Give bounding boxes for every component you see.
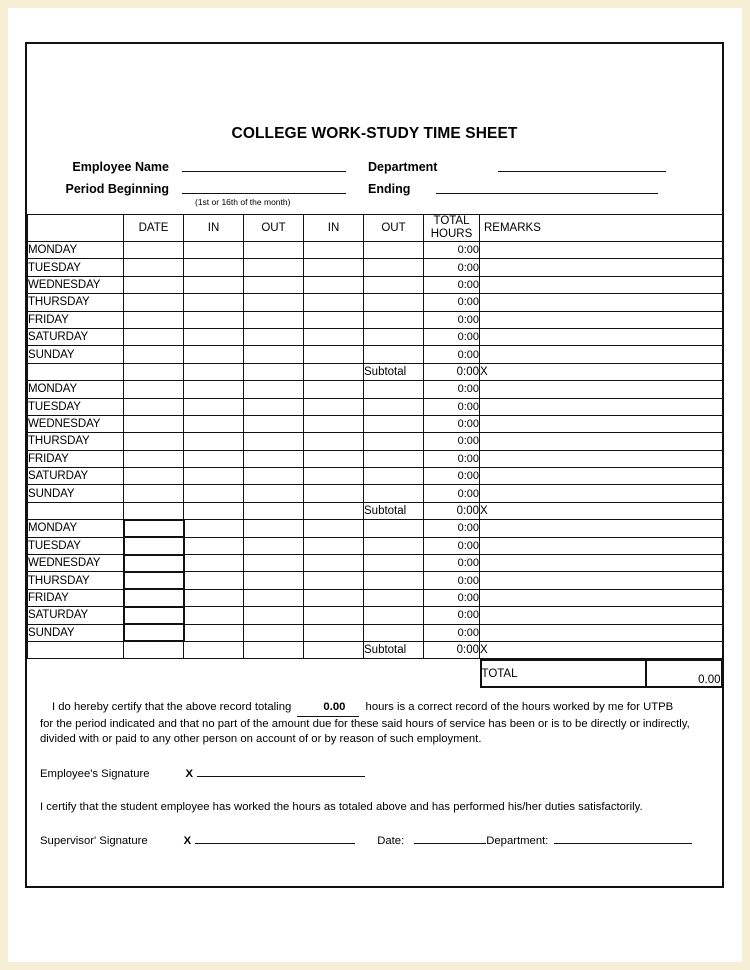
supervisor-department-label: Department: (486, 835, 549, 848)
time-in-1-cell[interactable] (184, 450, 244, 467)
total-hours-cell: 0:00 (424, 450, 480, 467)
department-input[interactable] (498, 171, 666, 172)
table-row (28, 433, 723, 450)
time-in-2-cell[interactable] (304, 259, 364, 276)
remarks-cell[interactable] (480, 415, 723, 432)
certification-line-2: for the period indicated and that no part of the amount due for these said hours of service has been or is to be directly or indirectly, (40, 717, 690, 730)
time-in-1-cell[interactable] (184, 311, 244, 328)
day-label-cell: THURSDAY (28, 572, 124, 589)
time-out-2-cell[interactable] (364, 520, 424, 537)
time-out-1-cell[interactable] (244, 572, 304, 589)
time-in-1-cell[interactable] (184, 276, 244, 293)
date-cell[interactable] (124, 589, 184, 606)
time-in-2-cell[interactable] (304, 572, 364, 589)
time-in-2-cell[interactable] (304, 381, 364, 398)
col-header-in-2: IN (304, 215, 364, 242)
form-frame (25, 42, 724, 888)
total-hours-cell: 0:00 (424, 311, 480, 328)
time-in-2-cell[interactable] (304, 398, 364, 415)
table-row (28, 259, 723, 276)
time-in-2-cell[interactable] (304, 294, 364, 311)
date-cell[interactable] (124, 242, 184, 259)
total-hours-line-1: TOTAL (433, 215, 470, 227)
time-out-2-cell[interactable] (364, 311, 424, 328)
table-row (28, 468, 723, 485)
time-out-2-cell[interactable] (364, 624, 424, 641)
time-out-2-cell[interactable] (364, 468, 424, 485)
date-cell[interactable] (124, 433, 184, 450)
time-out-1-cell[interactable] (244, 294, 304, 311)
time-in-2-cell[interactable] (304, 589, 364, 606)
date-cell[interactable] (124, 311, 184, 328)
subtotal-spacer (28, 502, 124, 519)
time-in-2-cell[interactable] (304, 346, 364, 363)
remarks-cell[interactable] (480, 624, 723, 641)
remarks-cell[interactable] (480, 259, 723, 276)
day-label-cell: TUESDAY (28, 537, 124, 554)
period-beginning-input[interactable] (182, 193, 346, 194)
total-hours-cell: 0:00 (424, 607, 480, 624)
time-in-2-cell[interactable] (304, 555, 364, 572)
table-row (28, 624, 723, 641)
employee-signature-input[interactable] (197, 776, 365, 777)
total-hours-cell: 0:00 (424, 555, 480, 572)
week-block-3 (28, 520, 723, 689)
supervisor-date-input[interactable] (414, 843, 486, 844)
time-out-2-cell[interactable] (364, 450, 424, 467)
total-hours-cell: 0:00 (424, 328, 480, 345)
subtotal-spacer (304, 641, 364, 658)
date-cell[interactable] (124, 485, 184, 502)
supervisor-signature-row (27, 835, 722, 847)
total-hours-cell: 0:00 (424, 242, 480, 259)
date-cell[interactable] (124, 555, 184, 572)
time-out-1-cell[interactable] (244, 276, 304, 293)
certification-text-part-1: I do hereby certify that the above record totaling (52, 701, 292, 714)
time-out-2-cell[interactable] (364, 433, 424, 450)
employee-name-label: Employee Name (72, 160, 169, 174)
total-hours-cell: 0:00 (424, 433, 480, 450)
employee-signature-x-mark: X (185, 767, 194, 780)
table-row (28, 450, 723, 467)
time-out-2-cell[interactable] (364, 242, 424, 259)
col-header-out-1: OUT (244, 215, 304, 242)
time-out-2-cell[interactable] (364, 294, 424, 311)
subtotal-spacer (184, 502, 244, 519)
date-cell[interactable] (124, 450, 184, 467)
time-out-1-cell[interactable] (244, 328, 304, 345)
col-header-day (28, 215, 124, 242)
day-label-cell: MONDAY (28, 242, 124, 259)
supervisor-signature-label: Supervisor' Signature (40, 835, 148, 848)
time-out-1-cell[interactable] (244, 346, 304, 363)
time-out-1-cell[interactable] (244, 589, 304, 606)
subtotal-remark-x: X (480, 363, 723, 380)
certification-line-1 (40, 700, 711, 717)
time-out-1-cell[interactable] (244, 520, 304, 537)
table-row (28, 328, 723, 345)
subtotal-spacer (124, 641, 184, 658)
time-in-1-cell[interactable] (184, 589, 244, 606)
time-out-2-cell[interactable] (364, 555, 424, 572)
grand-total-value: 0.00 (646, 660, 722, 687)
time-out-1-cell[interactable] (244, 607, 304, 624)
remarks-cell[interactable] (480, 572, 723, 589)
remarks-cell[interactable] (480, 433, 723, 450)
time-out-1-cell[interactable] (244, 555, 304, 572)
day-label-cell: THURSDAY (28, 433, 124, 450)
certification-line-3: divided with or paid to any other person on account of or by reason of such employment. (40, 733, 482, 746)
time-out-2-cell[interactable] (364, 398, 424, 415)
employee-name-input[interactable] (182, 171, 346, 172)
time-in-2-cell[interactable] (304, 537, 364, 554)
time-out-2-cell[interactable] (364, 537, 424, 554)
time-in-2-cell[interactable] (304, 242, 364, 259)
total-hours-cell: 0:00 (424, 589, 480, 606)
remarks-cell[interactable] (480, 242, 723, 259)
time-in-1-cell[interactable] (184, 294, 244, 311)
time-out-1-cell[interactable] (244, 381, 304, 398)
subtotal-spacer (304, 502, 364, 519)
total-hours-cell: 0:00 (424, 346, 480, 363)
col-header-remarks: REMARKS (480, 215, 723, 242)
subtotal-label: Subtotal (364, 502, 424, 519)
total-hours-cell: 0:00 (424, 294, 480, 311)
date-cell[interactable] (124, 276, 184, 293)
remarks-cell[interactable] (480, 555, 723, 572)
day-label-cell: WEDNESDAY (28, 555, 124, 572)
time-out-1-cell[interactable] (244, 311, 304, 328)
supervisor-signature-input[interactable] (195, 843, 355, 844)
time-in-2-cell[interactable] (304, 624, 364, 641)
period-note: (1st or 16th of the month) (195, 197, 291, 207)
time-out-1-cell[interactable] (244, 433, 304, 450)
day-label-cell: MONDAY (28, 520, 124, 537)
subtotal-spacer (244, 363, 304, 380)
date-cell[interactable] (124, 398, 184, 415)
day-label-cell: FRIDAY (28, 311, 124, 328)
grand-total-cell-wrap (480, 659, 723, 689)
certification-hours-value[interactable]: 0.00 (297, 700, 359, 717)
time-in-2-cell[interactable] (304, 328, 364, 345)
table-row (28, 346, 723, 363)
time-out-2-cell[interactable] (364, 328, 424, 345)
time-in-1-cell[interactable] (184, 537, 244, 554)
time-in-1-cell[interactable] (184, 555, 244, 572)
time-out-2-cell[interactable] (364, 589, 424, 606)
date-cell[interactable] (124, 520, 184, 537)
remarks-cell[interactable] (480, 450, 723, 467)
remarks-cell[interactable] (480, 589, 723, 606)
time-in-1-cell[interactable] (184, 259, 244, 276)
subtotal-spacer (184, 363, 244, 380)
total-hours-cell: 0:00 (424, 398, 480, 415)
grand-total-row (28, 659, 723, 689)
table-row (28, 415, 723, 432)
time-in-1-cell[interactable] (184, 381, 244, 398)
day-label-cell: THURSDAY (28, 294, 124, 311)
table-row (28, 398, 723, 415)
subtotal-value: 0:00 (424, 641, 480, 658)
day-label-cell: TUESDAY (28, 398, 124, 415)
subtotal-label: Subtotal (364, 363, 424, 380)
time-in-1-cell[interactable] (184, 485, 244, 502)
certification-paragraph (27, 700, 722, 748)
subtotal-value: 0:00 (424, 363, 480, 380)
time-in-1-cell[interactable] (184, 572, 244, 589)
department-label: Department (368, 160, 438, 174)
employee-name-row (27, 152, 722, 174)
time-in-2-cell[interactable] (304, 485, 364, 502)
table-row (28, 555, 723, 572)
time-out-2-cell[interactable] (364, 346, 424, 363)
table-row (28, 520, 723, 537)
subtotal-value: 0:00 (424, 502, 480, 519)
table-row (28, 276, 723, 293)
time-out-2-cell[interactable] (364, 381, 424, 398)
subtotal-spacer (304, 363, 364, 380)
col-header-date: DATE (124, 215, 184, 242)
time-in-1-cell[interactable] (184, 346, 244, 363)
supervisor-date-label: Date: (377, 835, 405, 848)
time-in-1-cell[interactable] (184, 468, 244, 485)
day-label-cell: SUNDAY (28, 624, 124, 641)
page-title: COLLEGE WORK-STUDY TIME SHEET (231, 125, 518, 142)
time-out-1-cell[interactable] (244, 415, 304, 432)
certification-text-part-2: hours is a correct record of the hours worked by me for UTPB (365, 701, 674, 714)
time-out-1-cell[interactable] (244, 242, 304, 259)
time-in-1-cell[interactable] (184, 242, 244, 259)
remarks-cell[interactable] (480, 607, 723, 624)
subtotal-row (28, 641, 723, 658)
date-cell[interactable] (124, 346, 184, 363)
employee-signature-row (27, 768, 722, 780)
time-in-1-cell[interactable] (184, 624, 244, 641)
col-header-out-2: OUT (364, 215, 424, 242)
total-hours-cell: 0:00 (424, 415, 480, 432)
table-header-row (28, 215, 723, 242)
total-hours-cell: 0:00 (424, 572, 480, 589)
time-out-2-cell[interactable] (364, 415, 424, 432)
subtotal-spacer (244, 502, 304, 519)
time-out-2-cell[interactable] (364, 276, 424, 293)
remarks-cell[interactable] (480, 311, 723, 328)
day-label-cell: WEDNESDAY (28, 415, 124, 432)
time-in-2-cell[interactable] (304, 607, 364, 624)
total-hours-cell: 0:00 (424, 624, 480, 641)
ending-label: Ending (368, 182, 411, 196)
remarks-cell[interactable] (480, 520, 723, 537)
time-in-1-cell[interactable] (184, 607, 244, 624)
timesheet-table (27, 214, 723, 688)
time-out-1-cell[interactable] (244, 450, 304, 467)
day-label-cell: FRIDAY (28, 450, 124, 467)
total-hours-cell: 0:00 (424, 259, 480, 276)
table-row (28, 381, 723, 398)
date-cell[interactable] (124, 294, 184, 311)
time-out-1-cell[interactable] (244, 398, 304, 415)
time-in-1-cell[interactable] (184, 415, 244, 432)
subtotal-spacer (124, 502, 184, 519)
ending-input[interactable] (436, 193, 658, 194)
date-cell[interactable] (124, 259, 184, 276)
time-out-1-cell[interactable] (244, 485, 304, 502)
day-label-cell: MONDAY (28, 381, 124, 398)
day-label-cell: WEDNESDAY (28, 276, 124, 293)
table-row (28, 311, 723, 328)
supervisor-signature-x-mark: X (183, 835, 192, 848)
remarks-cell[interactable] (480, 381, 723, 398)
supervisor-department-input[interactable] (554, 843, 692, 844)
time-in-2-cell[interactable] (304, 433, 364, 450)
table-row (28, 537, 723, 554)
time-out-1-cell[interactable] (244, 259, 304, 276)
day-label-cell: TUESDAY (28, 259, 124, 276)
table-row (28, 485, 723, 502)
table-row (28, 607, 723, 624)
total-hours-cell: 0:00 (424, 468, 480, 485)
header-fields (27, 152, 722, 207)
col-header-total-hours (424, 215, 480, 242)
time-in-2-cell[interactable] (304, 450, 364, 467)
time-out-2-cell[interactable] (364, 607, 424, 624)
table-header (28, 215, 723, 242)
time-in-2-cell[interactable] (304, 311, 364, 328)
week-block-1 (28, 242, 723, 381)
total-hours-cell: 0:00 (424, 520, 480, 537)
subtotal-remark-x: X (480, 641, 723, 658)
remarks-cell[interactable] (480, 468, 723, 485)
time-out-1-cell[interactable] (244, 468, 304, 485)
subtotal-row (28, 502, 723, 519)
day-label-cell: SUNDAY (28, 485, 124, 502)
remarks-cell[interactable] (480, 485, 723, 502)
subtotal-spacer (28, 363, 124, 380)
subtotal-remark-x: X (480, 502, 723, 519)
remarks-cell[interactable] (480, 294, 723, 311)
time-in-1-cell[interactable] (184, 433, 244, 450)
day-label-cell: SUNDAY (28, 346, 124, 363)
time-in-2-cell[interactable] (304, 468, 364, 485)
day-label-cell: FRIDAY (28, 589, 124, 606)
remarks-cell[interactable] (480, 328, 723, 345)
period-beginning-label: Period Beginning (65, 182, 169, 196)
total-hours-cell: 0:00 (424, 485, 480, 502)
subtotal-spacer (28, 641, 124, 658)
table-row (28, 242, 723, 259)
table-row (28, 589, 723, 606)
remarks-cell[interactable] (480, 537, 723, 554)
supervisor-statement-text: I certify that the student employee has worked the hours as totaled above and has performed his/her duties satisfactorily. (40, 800, 643, 813)
remarks-cell[interactable] (480, 398, 723, 415)
date-cell[interactable] (124, 381, 184, 398)
supervisor-statement (27, 800, 722, 816)
remarks-cell[interactable] (480, 346, 723, 363)
total-hours-cell: 0:00 (424, 537, 480, 554)
employee-signature-label: Employee's Signature (40, 767, 150, 780)
time-in-2-cell[interactable] (304, 276, 364, 293)
col-header-in-1: IN (184, 215, 244, 242)
day-label-cell: SATURDAY (28, 328, 124, 345)
time-out-2-cell[interactable] (364, 572, 424, 589)
grand-total-label: TOTAL (481, 660, 646, 687)
date-cell[interactable] (124, 624, 184, 641)
remarks-cell[interactable] (480, 276, 723, 293)
grand-total-spacer (28, 659, 480, 689)
subtotal-row (28, 363, 723, 380)
period-beginning-row (27, 174, 722, 196)
subtotal-spacer (244, 641, 304, 658)
date-cell[interactable] (124, 328, 184, 345)
total-hours-line-2: HOURS (430, 228, 473, 240)
date-cell[interactable] (124, 537, 184, 554)
subtotal-spacer (124, 363, 184, 380)
time-out-1-cell[interactable] (244, 537, 304, 554)
time-in-1-cell[interactable] (184, 398, 244, 415)
time-out-1-cell[interactable] (244, 624, 304, 641)
time-out-2-cell[interactable] (364, 259, 424, 276)
subtotal-label: Subtotal (364, 641, 424, 658)
time-in-1-cell[interactable] (184, 520, 244, 537)
date-cell[interactable] (124, 607, 184, 624)
date-cell[interactable] (124, 468, 184, 485)
time-in-2-cell[interactable] (304, 415, 364, 432)
table-row (28, 572, 723, 589)
total-hours-cell: 0:00 (424, 381, 480, 398)
day-label-cell: SATURDAY (28, 468, 124, 485)
total-hours-cell: 0:00 (424, 276, 480, 293)
date-cell[interactable] (124, 572, 184, 589)
week-block-2 (28, 381, 723, 520)
subtotal-spacer (184, 641, 244, 658)
table-row (28, 294, 723, 311)
date-cell[interactable] (124, 415, 184, 432)
day-label-cell: SATURDAY (28, 607, 124, 624)
document-page (8, 8, 742, 962)
time-in-1-cell[interactable] (184, 328, 244, 345)
time-out-2-cell[interactable] (364, 485, 424, 502)
time-in-2-cell[interactable] (304, 520, 364, 537)
